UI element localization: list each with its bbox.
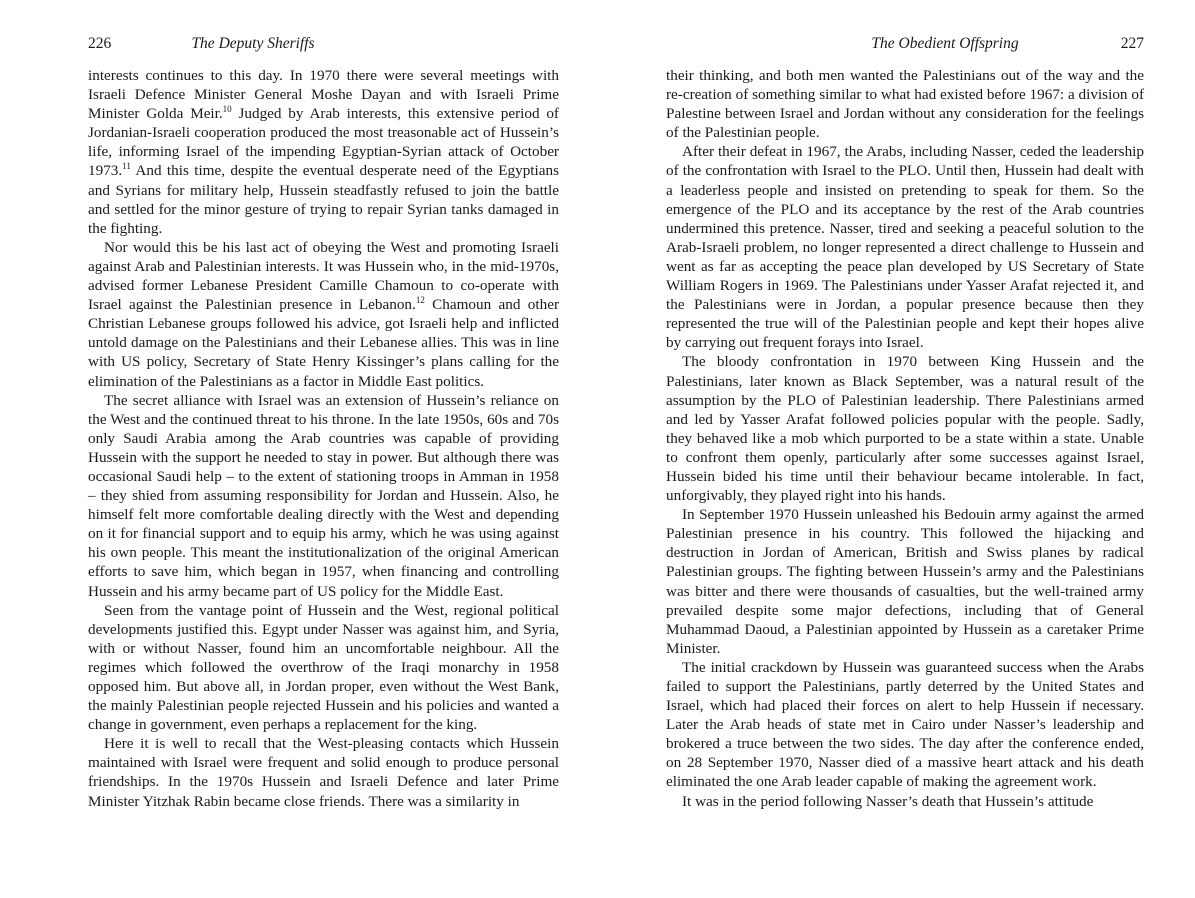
paragraph bbox=[666, 658, 1144, 792]
text-run: Judged by Arab interests, this extensive period of Jordanian-Israeli cooperation produced the most treasonable act of Hussein’s life, informing Israel of the impending Egyptian-Syrian attack of October 1973. bbox=[88, 105, 559, 180]
left-page-header bbox=[88, 33, 558, 55]
paragraph bbox=[666, 352, 1144, 505]
text-run: After their defeat in 1967, the Arabs, including Nasser, ceded the leadership of the confrontation with Israel to the PLO. Until then, Hussein had dealt with a leaderless people and insisted on pretending to speak for them. So the emergence of the PLO and its acceptance by the rest of the Arab countries undermined this pretence. Nasser, tired and seeking a peaceful solution to the Arab-Israeli problem, no longer represented a direct challenge to Hussein and went as far as accepting the peace plan developed by US Secretary of State William Rogers in 1969. The Palestinians under Yasser Arafat rejected it, and the Palestinians were in Jordan, a popular presence because then they represented the true will of the Palestinian people and kept their hopes alive by carrying out frequent forays into Israel. bbox=[666, 143, 1144, 352]
text-run: The initial crackdown by Hussein was guaranteed success when the Arabs failed to support the Palestinians, partly deterred by the United States and Israel, which had placed their forces on alert to help Hussein if necessary. Later the Arab heads of state met in Cairo under Nasser’s leadership and brokered a truce between the two sides. The day after the conference ended, on 28 September 1970, Nasser died of a massive heart attack and his death eliminated the one Arab leader capable of making the agreement work. bbox=[666, 658, 1144, 791]
text-run: their thinking, and both men wanted the Palestinians out of the way and the re-creation of something similar to what had existed before 1967: a division of Palestine between Israel and Jordan without any consideration for the feelings of the Palestinian people. bbox=[666, 67, 1144, 142]
text-run: The secret alliance with Israel was an extension of Hussein’s reliance on the West and the continued threat to his throne. In the late 1950s, 60s and 70s only Saudi Arabia among the Arab countries was capable of providing Hussein with the support he needed to stay in power. But although there was occasional Saudi help – to the extent of stationing troops in Amman in 1958 – they shied from assuming responsibility for Jordan and Hussein. Also, he himself felt more comfortable dealing directly with the West and depending on it for financial support and to equip his army, which he was using against his own people. This meant the institutionalization of the original American efforts to save him, which began in 1957, when financing and controlling Hussein and his army became part of US policy for the Middle East. bbox=[88, 391, 559, 600]
paragraph bbox=[88, 734, 559, 810]
text-run: It was in the period following Nasser’s death that Hussein’s attitude bbox=[682, 792, 1094, 810]
footnote-ref: 11 bbox=[122, 161, 131, 172]
right-page-header bbox=[666, 33, 1144, 55]
text-run: Chamoun and other Christian Lebanese groups followed his advice, got Israeli help and inflicted untold damage on the Palestinians and their Lebanese allies. This was in line with US policy, Secretary of State Henry Kissinger’s plans calling for the elimination of the Palestinians as a factor in Middle East politics. bbox=[88, 296, 560, 390]
paragraph bbox=[666, 142, 1144, 352]
paragraph bbox=[88, 601, 559, 735]
right-page bbox=[600, 0, 1195, 898]
paragraph bbox=[666, 792, 1144, 811]
right-page-body bbox=[666, 66, 1144, 811]
left-page-body bbox=[88, 66, 559, 811]
paragraph bbox=[666, 66, 1144, 142]
paragraph bbox=[88, 66, 559, 238]
text-run: Nor would this be his last act of obeying the West and promoting Israeli against Arab and Palestinian interests. It was Hussein who, in the mid-1970s, advised former Lebanese President Camille Chamoun to co-operate with Israel against the Palestinian presence in Lebanon. bbox=[88, 238, 559, 314]
paragraph bbox=[88, 391, 559, 601]
page-number: 227 bbox=[1120, 35, 1144, 52]
paragraph bbox=[666, 505, 1144, 658]
running-head: The Deputy Sheriffs bbox=[191, 35, 315, 52]
paragraph bbox=[88, 238, 559, 391]
text-run: Seen from the vantage point of Hussein and the West, regional political developments justified this. Egypt under Nasser was against him, and Syria, with or without Nasser, found him an uncomfortable neighbour. All the regimes which followed the overthrow of the Iraqi monarchy in 1958 opposed him. But above all, in Jordan proper, even without the West Bank, the mainly Palestinian people rejected Hussein and his policies and wanted a change in government, even perhaps a replacement for the king. bbox=[88, 601, 559, 734]
text-run: In September 1970 Hussein unleashed his Bedouin army against the armed Palestinian presence in his country. This followed the hijacking and destruction in Jordan of American, British and Swiss planes by radical Palestinian groups. The fighting between Hussein’s army and the Palestinians was bitter and there were thousands of casualties, but the well-trained army prevailed despite some major defections, including that of General Muhammad Daoud, a Palestinian appointed by Hussein as a caretaker Prime Minister. bbox=[666, 506, 1144, 657]
text-run: The bloody confrontation in 1970 between King Hussein and the Palestinians, later known as Black September, was a natural result of the assumption by the PLO of Palestinian leadership. There Palestinians armed and led by Yasser Arafat followed policies popular with the people. Sadly, they behaved like a mob which purported to be a state within a state. Unable to confront them openly, particularly after some successes against Israel, Hussein bided his time until their behaviour became intolerable. In fact, unforgivably, they played right into his hands. bbox=[666, 353, 1144, 505]
running-head: The Obedient Offspring bbox=[871, 35, 1019, 52]
text-run: interests continues to this day. In 1970 there were several meetings with Israeli Defence Minister General Moshe Dayan and with Israeli Prime Minister Golda Meir. bbox=[88, 67, 559, 123]
footnote-ref: 10 bbox=[222, 104, 232, 115]
text-run: And this time, despite the eventual desperate need of the Egyptians and Syrians for military help, Hussein steadfastly refused to join the battle and settled for the minor gesture of trying to repair Syrian tanks damaged in the fighting. bbox=[88, 162, 559, 237]
footnote-ref: 12 bbox=[415, 295, 425, 306]
text-run: Here it is well to recall that the West-pleasing contacts which Hussein maintained with Israel were frequent and solid enough to produce personal friendships. In the 1970s Hussein and Israeli Defence and later Prime Minister Yitzhak Rabin became close friends. There was a similarity in bbox=[88, 735, 559, 810]
page-number: 226 bbox=[88, 35, 112, 52]
